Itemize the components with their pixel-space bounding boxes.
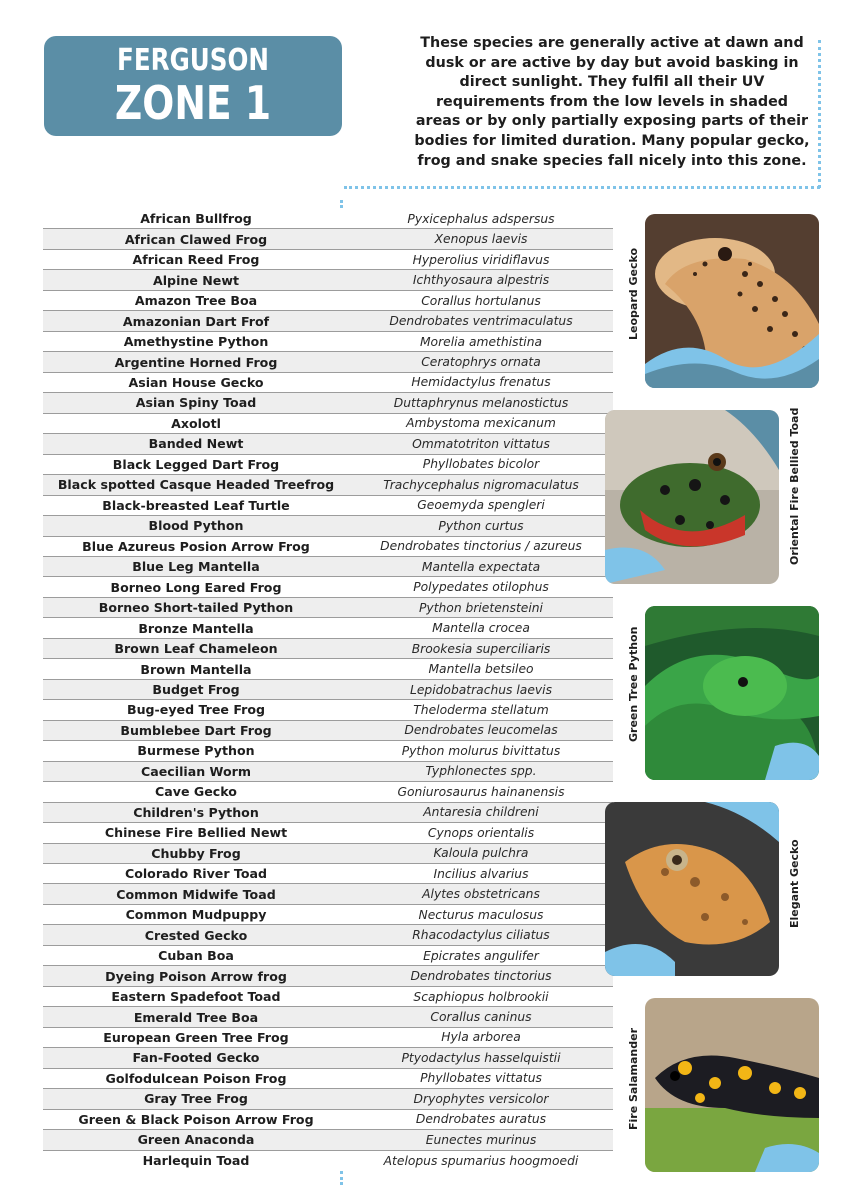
scientific-name-cell: Hyla arborea (441, 1030, 521, 1045)
scientific-name-cell: Ommatotriton vittatus (412, 436, 550, 451)
common-name-cell: Common Mudpuppy (125, 907, 267, 923)
photo-label-fire-salamander: Fire Salamander (627, 1027, 640, 1130)
scientific-name-cell: Corallus caninus (430, 1010, 532, 1025)
common-name-cell: Asian House Gecko (128, 374, 264, 390)
scientific-name-cell: Phyllobates vittatus (420, 1071, 542, 1086)
table-row (43, 1028, 613, 1048)
scientific-name-cell: Necturus maculosus (418, 907, 544, 922)
scientific-name-cell: Dryophytes versicolor (413, 1091, 549, 1106)
fire-salamander-photo (645, 998, 819, 1172)
table-row (43, 844, 613, 864)
table-row (43, 659, 613, 679)
table-row (43, 782, 613, 802)
table-row (43, 680, 613, 700)
common-name-cell: Borneo Long Eared Frog (110, 579, 282, 595)
scientific-name-cell: Mantella crocea (432, 621, 530, 636)
common-name-cell: Brown Mantella (140, 661, 252, 677)
scientific-name-cell: Dendrobates leucomelas (404, 723, 558, 738)
scientific-name-cell: Phyllobates bicolor (422, 457, 540, 472)
scientific-name-cell: Ichthyosaura alpestris (412, 273, 550, 288)
table-row (43, 577, 613, 597)
scientific-name-cell: Duttaphrynus melanostictus (393, 395, 569, 410)
scientific-name-cell: Typhlonectes spp. (425, 764, 537, 779)
scientific-name-cell: Morelia amethistina (419, 334, 543, 349)
table-row (43, 291, 613, 311)
zone-title-box (44, 36, 342, 136)
table-row (43, 721, 613, 741)
common-name-cell: Blood Python (148, 518, 244, 534)
scientific-name-cell: Hemidactylus frenatus (411, 375, 551, 390)
table-row (43, 557, 613, 577)
common-name-cell: Blue Leg Mantella (132, 559, 260, 575)
common-name-cell: Children's Python (133, 804, 259, 820)
scientific-name-cell: Hyperolius viridiflavus (412, 252, 550, 267)
common-name-cell: Amazon Tree Boa (134, 293, 258, 309)
scientific-name-cell: Dendrobates auratus (415, 1112, 547, 1127)
table-row (43, 332, 613, 352)
scientific-name-cell: Goniurosaurus hainanensis (397, 784, 565, 799)
scientific-name-cell: Rhacodactylus ciliatus (412, 928, 550, 943)
green-tree-python-photo (645, 606, 819, 780)
common-name-cell: Argentine Horned Frog (114, 354, 278, 370)
table-row (43, 311, 613, 331)
table-row (43, 393, 613, 413)
scientific-name-cell: Dendrobates ventrimaculatus (389, 314, 573, 329)
table-row (43, 250, 613, 270)
table-row (43, 1048, 613, 1068)
photo-label-fire-bellied-toad: Oriental Fire Bellied Toad (788, 407, 801, 565)
table-row (43, 741, 613, 761)
common-name-cell: Asian Spiny Toad (135, 395, 257, 411)
table-row (43, 209, 613, 229)
table-row (43, 475, 613, 495)
common-name-cell: Crested Gecko (144, 927, 248, 943)
photo-label-leopard-gecko: Leopard Gecko (627, 247, 640, 340)
table-row (43, 700, 613, 720)
common-name-cell: Axolotl (171, 415, 221, 431)
table-row (43, 618, 613, 638)
scientific-name-cell: Scaphiopus holbrookii (413, 989, 549, 1004)
common-name-cell: Dyeing Poison Arrow frog (105, 968, 287, 984)
leopard-gecko-photo (645, 214, 819, 388)
table-row (43, 823, 613, 843)
table-row (43, 1007, 613, 1027)
common-name-cell: Black spotted Casque Headed Treefrog (57, 477, 335, 493)
common-name-cell: Harlequin Toad (142, 1153, 250, 1169)
scientific-name-cell: Corallus hortulanus (421, 293, 541, 308)
table-row (43, 803, 613, 823)
scientific-name-cell: Dendrobates tinctorius / azureus (380, 539, 582, 554)
table-row (43, 373, 613, 393)
common-name-cell: Budget Frog (152, 682, 240, 698)
common-name-cell: Green & Black Poison Arrow Frog (78, 1111, 314, 1127)
common-name-cell: European Green Tree Frog (103, 1029, 289, 1045)
scientific-name-cell: Epicrates angulifer (423, 948, 539, 963)
table-row (43, 1130, 613, 1150)
common-name-cell: Chubby Frog (151, 845, 241, 861)
intro-paragraph: These species are generally active at dawn and dusk or are active by day but avoid basking in direct sunlight. They fulfil all their UV requirements from the low levels in shaded areas or by only partially exposing parts of their bodies for limited duration. Many popular gecko, frog and snake species fall nicely into this zone. (414, 35, 810, 169)
table-row (43, 537, 613, 557)
scientific-name-cell: Alytes obstetricans (422, 887, 540, 902)
common-name-cell: Common Midwife Toad (116, 886, 276, 902)
scientific-name-cell: Antaresia childreni (423, 805, 539, 820)
scientific-name-cell: Lepidobatrachus laevis (409, 682, 552, 697)
scientific-name-cell: Ptyodactylus hasselquistii (401, 1050, 561, 1065)
scientific-name-cell: Incilius alvarius (433, 866, 529, 881)
table-row (43, 414, 613, 434)
common-name-cell: African Clawed Frog (124, 231, 268, 247)
common-name-cell: Banded Newt (148, 436, 244, 452)
common-name-cell: Cuban Boa (158, 948, 234, 964)
common-name-cell: Amethystine Python (123, 334, 269, 350)
common-name-cell: Black Legged Dart Frog (112, 456, 280, 472)
zone-title-line2: ZONE 1 (114, 76, 272, 130)
table-row (43, 516, 613, 536)
table-row (43, 496, 613, 516)
common-name-cell: Green Anaconda (137, 1132, 255, 1148)
table-row (43, 987, 613, 1007)
zone-title-line1: FERGUSON (117, 43, 269, 78)
common-name-cell: Golfodulcean Poison Frog (105, 1070, 287, 1086)
scientific-name-cell: Xenopus laevis (434, 232, 528, 247)
common-name-cell: Blue Azureus Posion Arrow Frog (82, 538, 310, 554)
table-row (43, 1069, 613, 1089)
table-row (43, 1151, 613, 1171)
scientific-name-cell: Dendrobates tinctorius (410, 969, 552, 984)
table-row (43, 946, 613, 966)
scientific-name-cell: Geoemyda spengleri (417, 498, 545, 513)
table-row (43, 455, 613, 475)
common-name-cell: Amazonian Dart Frof (122, 313, 270, 329)
scientific-name-cell: Eunectes murinus (425, 1132, 537, 1147)
table-row (43, 270, 613, 290)
table-row (43, 434, 613, 454)
scientific-name-cell: Cynops orientalis (427, 825, 535, 840)
table-row (43, 639, 613, 659)
common-name-cell: Bumblebee Dart Frog (120, 722, 272, 738)
scientific-name-cell: Atelopus spumarius hoogmoedi (383, 1153, 579, 1168)
table-row (43, 905, 613, 925)
common-name-cell: Bronze Mantella (138, 620, 254, 636)
scientific-name-cell: Pyxicephalus adspersus (407, 211, 555, 226)
species-table (43, 209, 613, 1171)
scientific-name-cell: Polypedates otilophus (413, 580, 549, 595)
common-name-cell: Brown Leaf Chameleon (114, 641, 278, 657)
scientific-name-cell: Python brietensteini (419, 600, 543, 615)
common-name-cell: Burmese Python (137, 743, 255, 759)
table-row (43, 1110, 613, 1130)
scientific-name-cell: Mantella betsileo (428, 662, 534, 677)
scientific-name-cell: Kaloula pulchra (433, 846, 529, 861)
photo-label-elegant-gecko: Elegant Gecko (788, 839, 801, 928)
scientific-name-cell: Ceratophrys ornata (421, 355, 541, 370)
scientific-name-cell: Python molurus bivittatus (401, 743, 561, 758)
common-name-cell: Bug-eyed Tree Frog (126, 702, 266, 718)
scientific-name-cell: Python curtus (438, 518, 524, 533)
common-name-cell: African Bullfrog (140, 211, 252, 227)
fire-bellied-toad-photo (605, 410, 779, 584)
photo-label-green-tree-python: Green Tree Python (627, 626, 640, 742)
common-name-cell: African Reed Frog (132, 252, 260, 268)
dotted-divider-right (818, 40, 821, 188)
dotted-divider-horizontal (344, 186, 820, 189)
common-name-cell: Borneo Short-tailed Python (98, 600, 294, 616)
common-name-cell: Black-breasted Leaf Turtle (102, 497, 290, 513)
scientific-name-cell: Brookesia superciliaris (411, 641, 551, 656)
scientific-name-cell: Mantella expectata (421, 559, 541, 574)
table-row (43, 864, 613, 884)
table-row (43, 598, 613, 618)
table-row (43, 1089, 613, 1109)
table-row (43, 229, 613, 249)
table-row (43, 352, 613, 372)
common-name-cell: Cave Gecko (155, 784, 237, 800)
common-name-cell: Colorado River Toad (124, 866, 268, 882)
common-name-cell: Caecilian Worm (141, 763, 251, 779)
scientific-name-cell: Theloderma stellatum (413, 702, 549, 717)
table-row (43, 966, 613, 986)
table-row (43, 884, 613, 904)
elegant-gecko-photo (605, 802, 779, 976)
common-name-cell: Emerald Tree Boa (133, 1009, 259, 1025)
table-row (43, 925, 613, 945)
common-name-cell: Alpine Newt (152, 272, 240, 288)
common-name-cell: Gray Tree Frog (144, 1091, 248, 1107)
common-name-cell: Fan-Footed Gecko (132, 1050, 260, 1066)
common-name-cell: Chinese Fire Bellied Newt (104, 825, 288, 841)
common-name-cell: Eastern Spadefoot Toad (111, 989, 281, 1005)
scientific-name-cell: Trachycephalus nigromaculatus (383, 477, 579, 492)
table-row (43, 762, 613, 782)
scientific-name-cell: Ambystoma mexicanum (406, 416, 556, 431)
